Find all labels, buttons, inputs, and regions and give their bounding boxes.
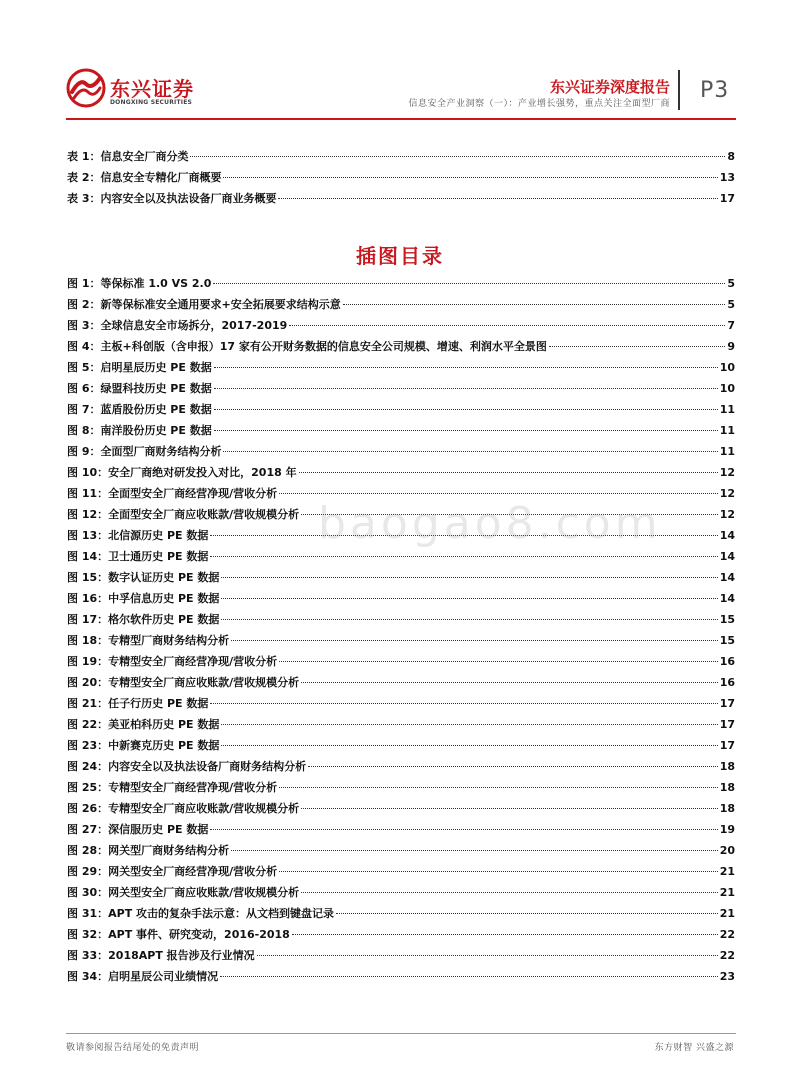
toc-entry-label: 图 15：数字认证历史 PE 数据: [67, 571, 220, 584]
dot-leader: [221, 745, 717, 746]
toc-entry-label: 图 5：启明星辰历史 PE 数据: [67, 361, 212, 374]
dot-leader: [292, 934, 718, 935]
toc-entry-label: 图 8：南洋股份历史 PE 数据: [67, 424, 212, 437]
dot-leader: [308, 766, 718, 767]
dot-leader: [214, 430, 718, 431]
toc-entry-page: 15: [719, 634, 735, 647]
figure-index-entry[interactable]: [67, 737, 735, 758]
toc-entry-page: 5: [727, 298, 735, 311]
dot-leader: [231, 850, 718, 851]
toc-entry-label: 图 20：专精型安全厂商应收账款/营收规模分析: [67, 676, 300, 689]
toc-entry-page: 7: [727, 319, 735, 332]
figure-index-entry[interactable]: [67, 443, 735, 464]
toc-entry-page: 17: [719, 718, 735, 731]
figure-index-entry[interactable]: [67, 653, 735, 674]
toc-entry-label: 图 18：专精型厂商财务结构分析: [67, 634, 230, 647]
logo-text-en: DONGXING SECURITIES: [110, 99, 193, 106]
toc-entry-page: 17: [719, 697, 735, 710]
dot-leader: [343, 304, 726, 305]
figure-index-title: 插图目录: [356, 244, 444, 268]
toc-entry-page: 13: [719, 171, 735, 184]
table-index-entry[interactable]: [67, 169, 735, 190]
toc-entry-page: 10: [719, 361, 735, 374]
dot-leader: [223, 451, 717, 452]
dot-leader: [221, 598, 717, 599]
toc-entry-label: 图 13：北信源历史 PE 数据: [67, 529, 209, 542]
toc-entry-page: 17: [719, 192, 735, 205]
logo-mark-icon: [66, 68, 106, 108]
header-rule: [66, 118, 736, 120]
toc-entry-label: 图 17：格尔软件历史 PE 数据: [67, 613, 220, 626]
toc-entry-page: 18: [719, 760, 735, 773]
page-header: [0, 0, 800, 122]
toc-entry-label: 图 25：专精型安全厂商经营净现/营收分析: [67, 781, 278, 794]
toc-entry-page: 12: [719, 508, 735, 521]
toc-entry-page: 16: [719, 655, 735, 668]
dot-leader: [279, 661, 718, 662]
toc-entry-page: 12: [719, 487, 735, 500]
figure-index: [67, 275, 735, 989]
dot-leader: [190, 156, 725, 157]
toc-entry-label: 图 32：APT 事件、研究变动，2016-2018: [67, 928, 290, 941]
toc-entry-page: 22: [719, 949, 735, 962]
toc-entry-page: 14: [719, 529, 735, 542]
toc-entry-label: 表 3：内容安全以及执法设备厂商业务概要: [67, 192, 277, 205]
page-number: P3: [700, 78, 730, 103]
logo-text-cn: 东兴证券: [110, 77, 194, 101]
table-index-entry[interactable]: [67, 190, 735, 211]
footer-rule: [66, 1033, 736, 1034]
table-index-entry[interactable]: [67, 148, 735, 169]
dot-leader: [257, 955, 718, 956]
toc-entry-page: 23: [719, 970, 735, 983]
toc-entry-page: 20: [719, 844, 735, 857]
toc-entry-label: 图 12：全面型安全厂商应收账款/营收规模分析: [67, 508, 300, 521]
dot-leader: [289, 325, 725, 326]
toc-entry-label: 图 30：网关型安全厂商应收账款/营收规模分析: [67, 886, 300, 899]
figure-index-entry[interactable]: [67, 359, 735, 380]
toc-entry-label: 图 16：中孚信息历史 PE 数据: [67, 592, 220, 605]
dot-leader: [223, 177, 717, 178]
toc-entry-page: 18: [719, 802, 735, 815]
footer-slogan: 东方财智 兴盛之源: [654, 1043, 734, 1053]
toc-entry-page: 21: [719, 865, 735, 878]
dot-leader: [210, 829, 717, 830]
toc-entry-page: 14: [719, 571, 735, 584]
toc-entry-label: 图 2：新等保标准安全通用要求+安全拓展要求结构示意: [67, 298, 341, 311]
toc-entry-label: 表 2：信息安全专精化厂商概要: [67, 171, 222, 184]
dot-leader: [210, 556, 717, 557]
figure-index-entry[interactable]: [67, 716, 735, 737]
figure-index-entry[interactable]: [67, 842, 735, 863]
dot-leader: [279, 787, 718, 788]
toc-entry-label: 图 9：全面型厂商财务结构分析: [67, 445, 222, 458]
figure-index-entry[interactable]: [67, 317, 735, 338]
dot-leader: [220, 976, 718, 977]
toc-entry-label: 图 19：专精型安全厂商经营净现/营收分析: [67, 655, 278, 668]
toc-entry-page: 22: [719, 928, 735, 941]
report-title: 东兴证券深度报告: [549, 78, 670, 96]
figure-index-entry[interactable]: [67, 422, 735, 443]
figure-index-entry[interactable]: [67, 338, 735, 359]
toc-entry-page: 21: [719, 886, 735, 899]
figure-index-entry[interactable]: [67, 968, 735, 989]
toc-entry-label: 图 33：2018APT 报告涉及行业情况: [67, 949, 255, 962]
toc-entry-page: 9: [727, 340, 735, 353]
toc-entry-label: 图 6：绿盟科技历史 PE 数据: [67, 382, 212, 395]
figure-index-entry[interactable]: [67, 905, 735, 926]
dot-leader: [301, 808, 718, 809]
toc-entry-label: 图 14：卫士通历史 PE 数据: [67, 550, 209, 563]
toc-entry-page: 15: [719, 613, 735, 626]
toc-entry-label: 图 23：中新赛克历史 PE 数据: [67, 739, 220, 752]
toc-entry-page: 16: [719, 676, 735, 689]
toc-entry-page: 21: [719, 907, 735, 920]
header-divider: [678, 70, 680, 110]
figure-index-entry[interactable]: [67, 821, 735, 842]
toc-entry-page: 19: [719, 823, 735, 836]
toc-entry-label: 图 7：蓝盾股份历史 PE 数据: [67, 403, 212, 416]
figure-index-entry[interactable]: [67, 296, 735, 317]
toc-entry-page: 10: [719, 382, 735, 395]
dot-leader: [301, 892, 718, 893]
toc-entry-label: 图 4：主板+科创版（含申报）17 家有公开财务数据的信息安全公司规模、增速、利润水平全景图: [67, 340, 547, 353]
dot-leader: [336, 913, 718, 914]
figure-index-entry[interactable]: [67, 674, 735, 695]
dot-leader: [221, 577, 717, 578]
dot-leader: [299, 472, 718, 473]
toc-entry-page: 11: [719, 424, 735, 437]
dot-leader: [213, 283, 725, 284]
toc-entry-label: 图 24：内容安全以及执法设备厂商财务结构分析: [67, 760, 307, 773]
toc-entry-label: 图 3：全球信息安全市场拆分，2017-2019: [67, 319, 288, 332]
figure-index-entry[interactable]: [67, 632, 735, 653]
toc-entry-page: 17: [719, 739, 735, 752]
toc-entry-label: 图 21：任子行历史 PE 数据: [67, 697, 209, 710]
toc-entry-label: 图 31：APT 攻击的复杂手法示意：从文档到键盘记录: [67, 907, 335, 920]
dot-leader: [549, 346, 726, 347]
figure-index-entry[interactable]: [67, 275, 735, 296]
dot-leader: [279, 493, 718, 494]
watermark: baogao8.com: [318, 498, 662, 549]
toc-entry-label: 图 27：深信服历史 PE 数据: [67, 823, 209, 836]
figure-index-entry[interactable]: [67, 947, 735, 968]
toc-entry-page: 14: [719, 550, 735, 563]
report-subtitle: 信息安全产业洞察（一）：产业增长强势，重点关注全面型厂商: [408, 99, 670, 109]
figure-index-entry[interactable]: [67, 380, 735, 401]
figure-index-entry[interactable]: [67, 548, 735, 569]
toc-entry-label: 图 26：专精型安全厂商应收账款/营收规模分析: [67, 802, 300, 815]
toc-entry-label: 图 28：网关型厂商财务结构分析: [67, 844, 230, 857]
dot-leader: [214, 388, 718, 389]
toc-entry-page: 12: [719, 466, 735, 479]
toc-entry-page: 18: [719, 781, 735, 794]
toc-entry-page: 5: [727, 277, 735, 290]
toc-entry-label: 图 11：全面型安全厂商经营净现/营收分析: [67, 487, 278, 500]
company-logo: [66, 68, 206, 112]
footer-disclaimer: 敬请参阅报告结尾处的免责声明: [66, 1043, 200, 1053]
figure-index-entry[interactable]: [67, 590, 735, 611]
figure-index-entry[interactable]: [67, 569, 735, 590]
toc-entry-label: 图 1：等保标准 1.0 VS 2.0: [67, 277, 212, 290]
dot-leader: [221, 619, 717, 620]
toc-entry-label: 表 1：信息安全厂商分类: [67, 150, 189, 163]
toc-entry-label: 图 34：启明星辰公司业绩情况: [67, 970, 219, 983]
toc-entry-label: 图 29：网关型安全厂商经营净现/营收分析: [67, 865, 278, 878]
dot-leader: [301, 682, 718, 683]
figure-index-entry[interactable]: [67, 611, 735, 632]
figure-index-entry[interactable]: [67, 800, 735, 821]
figure-index-entry[interactable]: [67, 758, 735, 779]
figure-index-entry[interactable]: [67, 884, 735, 905]
dot-leader: [278, 198, 717, 199]
figure-index-entry[interactable]: [67, 464, 735, 485]
toc-entry-label: 图 10：安全厂商绝对研发投入对比，2018 年: [67, 466, 297, 479]
figure-index-entry[interactable]: [67, 695, 735, 716]
figure-index-entry[interactable]: [67, 863, 735, 884]
dot-leader: [221, 724, 717, 725]
dot-leader: [214, 367, 718, 368]
toc-entry-page: 11: [719, 445, 735, 458]
table-index: [67, 148, 735, 211]
dot-leader: [279, 871, 718, 872]
figure-index-entry[interactable]: [67, 779, 735, 800]
toc-entry-page: 8: [727, 150, 735, 163]
figure-index-entry[interactable]: [67, 926, 735, 947]
toc-entry-label: 图 22：美亚柏科历史 PE 数据: [67, 718, 220, 731]
dot-leader: [210, 703, 717, 704]
figure-index-entry[interactable]: [67, 401, 735, 422]
dot-leader: [231, 640, 718, 641]
toc-entry-page: 11: [719, 403, 735, 416]
dot-leader: [214, 409, 718, 410]
toc-entry-page: 14: [719, 592, 735, 605]
